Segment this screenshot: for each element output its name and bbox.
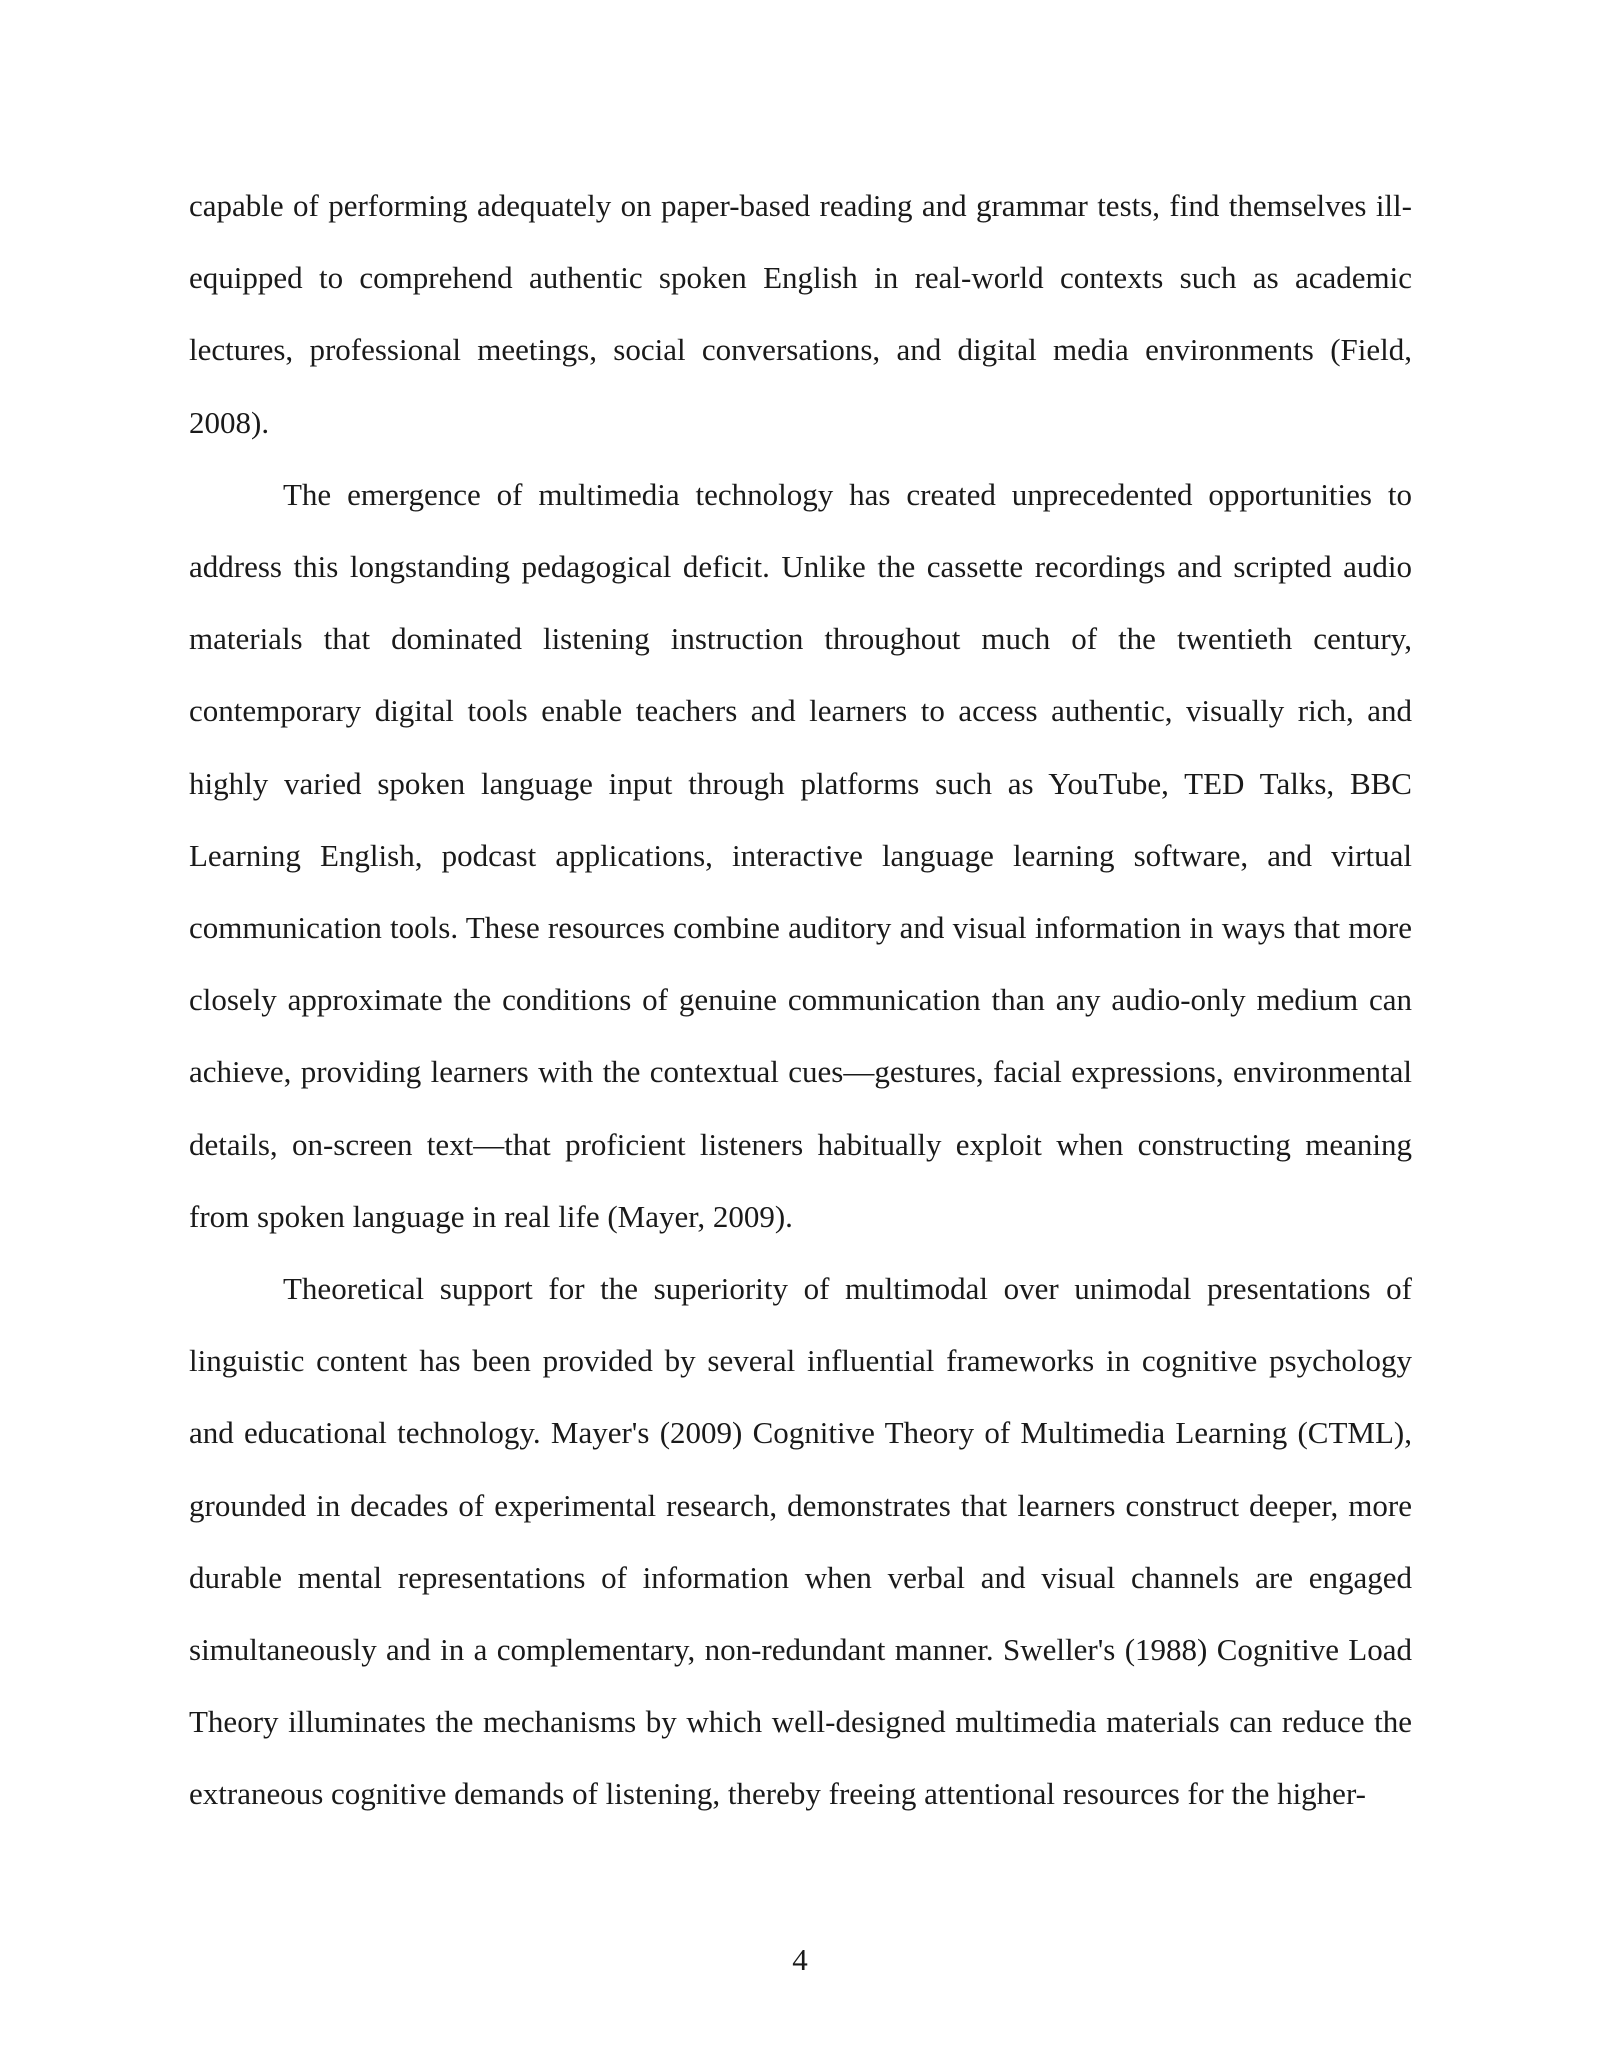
paragraph-3: Theoretical support for the superiority of multimodal over unimodal presentations of linguistic content has been provided by several influential frameworks in cognitive psychology and educational technology. Mayer's (2009) Cognitive Theory of Multimedia Learning (CTML), grounded in decades of experimental research, demonstrates that learners construct deeper, more durable mental representations of information when verbal and visual channels are engaged simultaneously and in a complementary, non-redundant manner. Sweller's (1988) Cognitive Load Theory illuminates the mechanisms by which well-designed multimedia materials can reduce the extraneous cognitive demands of listening, thereby freeing attentional resources for the higher- [189, 1271, 1412, 1812]
paragraph-1: capable of performing adequately on paper-based reading and grammar tests, find themselves ill-equipped to comprehend authentic spoken English in real-world contexts such as academic lectures, professional meetings, social conversations, and digital media environments (Field, 2008). [189, 188, 1412, 440]
page-number: 4 [792, 1942, 808, 1977]
body-text [189, 170, 1412, 1831]
paragraph-2: The emergence of multimedia technology has created unprecedented opportunities to address this longstanding pedagogical deficit. Unlike the cassette recordings and scripted audio materials that dominated listening instruction throughout much of the twentieth century, contemporary digital tools enable teachers and learners to access authentic, visually rich, and highly varied spoken language input through platforms such as YouTube, TED Talks, BBC Learning English, podcast applications, interactive language learning software, and virtual communication tools. These resources combine auditory and visual information in ways that more closely approximate the conditions of genuine communication than any audio-only medium can achieve, providing learners with the contextual cues—gestures, facial expressions, environmental details, on-screen text—that proficient listeners habitually exploit when constructing meaning from spoken language in real life (Mayer, 2009). [189, 476, 1412, 1234]
